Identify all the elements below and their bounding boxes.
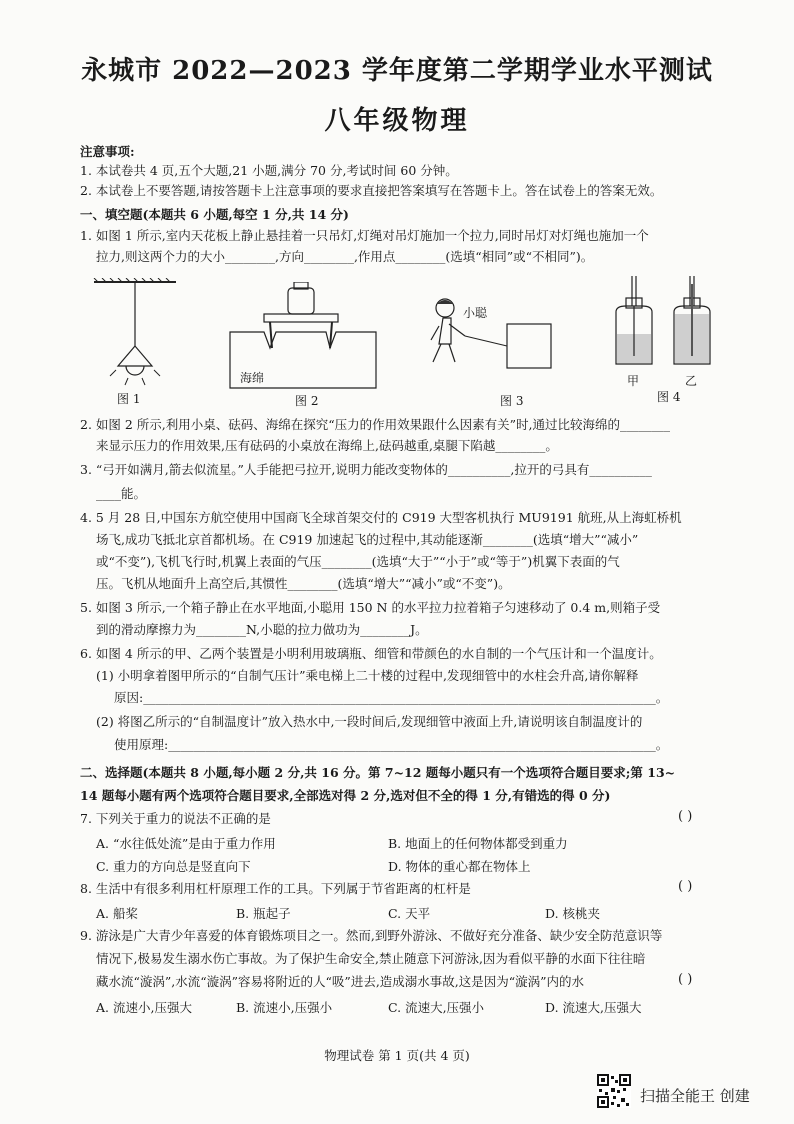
figure-2-caption: 图 2 (295, 394, 319, 408)
q8-option-a: A. 船桨 (96, 906, 138, 921)
q3-line-1: 3. “弓开如满月,箭去似流星。”人手能把弓拉开,说明力能改变物体的__________,拉开的弓具有__________ (80, 462, 652, 477)
q5-line-1: 5. 如图 3 所示,一个箱子静止在水平地面,小聪用 150 N 的水平拉力拉着箱子匀速移动了 0.4 m,则箱子受 (80, 600, 661, 615)
q2-line-1: 2. 如图 2 所示,利用小桌、砝码、海绵在探究“压力的作用效果跟什么因素有关”时,通过比较海绵的________ (80, 417, 671, 432)
q7-answer-paren: ( ) (678, 809, 693, 824)
figure-4-yi-label: 乙 (685, 374, 698, 388)
q6-line-4: (2) 将图乙所示的“自制温度计”放入热水中,一段时间后,发现细管中液面上升,请说明该自制温度计的 (96, 714, 643, 729)
qr-code-icon (597, 1074, 631, 1108)
figure-3-xiaocong-label: 小聪 (463, 306, 488, 320)
q2-line-2: 来显示压力的作用效果,压有砝码的小桌放在海绵上,砝码越重,桌腿下陷越________。 (96, 438, 558, 453)
q9-line-3: 藏水流“漩涡”,水流“漩涡”容易将附近的人“吸”进去,造成溺水事故,这是因为“漩涡”内的水 (96, 974, 585, 989)
q8-option-d: D. 核桃夹 (545, 906, 601, 921)
q9-option-d: D. 流速大,压强大 (545, 1000, 642, 1015)
q4-line-4: 压。飞机从地面升上高空后,其惯性________(选填“增大”“减小”或“不变”)。 (96, 576, 511, 591)
q9-line-1: 9. 游泳是广大青少年喜爱的体育锻炼项目之一。然而,到野外游泳、不做好充分准备、缺少安全防范意识等 (80, 928, 663, 943)
section2-heading-1: 二、选择题(本题共 8 小题,每小题 2 分,共 16 分。第 7~12 题每小题只有一个选项符合题目要求;第 13~ (80, 765, 676, 780)
q7-option-b: B. 地面上的任何物体都受到重力 (388, 836, 568, 851)
q5-line-2: 到的滑动摩擦力为________N,小聪的拉力做功为________J。 (96, 622, 428, 637)
scanner-watermark: 扫描全能王 创建 (640, 1087, 750, 1105)
q7-option-d: D. 物体的重心都在物体上 (388, 859, 531, 874)
figure-2-sponge-label: 海绵 (240, 371, 265, 385)
q3-line-2: ____能。 (96, 486, 147, 501)
notice-heading: 注意事项: (80, 144, 135, 159)
page-footer: 物理试卷 第 1 页(共 4 页) (324, 1048, 470, 1063)
q7-option-a: A. “水往低处流”是由于重力作用 (96, 836, 276, 851)
section2-heading-2: 14 题每小题有两个选项符合题目要求,全部选对得 2 分,选对但不全的得 1 分,有错选的得 0 分) (80, 788, 611, 803)
figure-1-caption: 图 1 (117, 392, 141, 406)
q6-line-5: 使用原理:______________________________________________________________________________。 (114, 737, 669, 752)
q9-option-a: A. 流速小,压强大 (96, 1000, 192, 1015)
q9-option-b: B. 流速小,压强小 (236, 1000, 333, 1015)
figure-4-jia-label: 甲 (627, 374, 640, 388)
q8-answer-paren: ( ) (678, 879, 693, 894)
q1-line-2: 拉力,则这两个力的大小________,方向________,作用点________(选填“相同”或“不相同”)。 (96, 249, 594, 264)
figure-3-pulling-box (425, 296, 565, 386)
q8-option-b: B. 瓶起子 (236, 906, 291, 921)
q1-line-1: 1. 如图 1 所示,室内天花板上静止悬挂着一只吊灯,灯绳对吊灯施加一个拉力,同时吊灯对灯绳也施加一个 (80, 228, 649, 243)
q6-line-3: 原因:__________________________________________________________________________________。 (114, 690, 669, 705)
figure-1-lamp (90, 278, 180, 388)
figure-4-bottles (610, 276, 720, 368)
q9-line-2: 情况下,极易发生溺水伤亡事故。为了保护生命安全,禁止随意下河游泳,因为看似平静的水面下往往暗 (96, 951, 646, 966)
q7-stem: 7. 下列关于重力的说法不正确的是 (80, 811, 271, 826)
q4-line-3: 或“不变”),飞机飞行时,机翼上表面的气压________(选填“大于”“小于”或“等于”)机翼下表面的气 (96, 554, 620, 569)
section1-heading: 一、填空题(本题共 6 小题,每空 1 分,共 14 分) (80, 207, 349, 222)
notice-item-1: 1. 本试卷共 4 页,五个大题,21 小题,满分 70 分,考试时间 60 分钟。 (80, 163, 458, 178)
exam-subtitle: 八年级物理 (324, 106, 470, 136)
exam-title: 永城市 2022—2023 学年度第二学期学业水平测试 (81, 56, 713, 86)
q4-line-2: 场飞,成功飞抵北京首都机场。在 C919 加速起飞的过程中,其动能逐渐________(选填“增大”“减小” (96, 532, 639, 547)
figure-3-caption: 图 3 (500, 394, 524, 408)
q6-line-2: (1) 小明拿着图甲所示的“自制气压计”乘电梯上二十楼的过程中,发现细管中的水柱会升高,请你解释 (96, 668, 639, 683)
q4-line-1: 4. 5 月 28 日,中国东方航空使用中国商飞全球首架交付的 C919 大型客机执行 MU9191 航班,从上海虹桥机 (80, 510, 682, 525)
notice-item-2: 2. 本试卷上不要答题,请按答题卡上注意事项的要求直接把答案填写在答题卡上。答在试卷上的答案无效。 (80, 183, 663, 198)
q7-option-c: C. 重力的方向总是竖直向下 (96, 859, 251, 874)
figure-4-caption: 图 4 (657, 390, 681, 404)
q6-line-1: 6. 如图 4 所示的甲、乙两个装置是小明利用玻璃瓶、细管和带颜色的水自制的一个气压计和一个温度计。 (80, 646, 662, 661)
q8-option-c: C. 天平 (388, 906, 431, 921)
q8-stem: 8. 生活中有很多利用杠杆原理工作的工具。下列属于节省距离的杠杆是 (80, 881, 471, 896)
q9-option-c: C. 流速大,压强小 (388, 1000, 485, 1015)
q9-answer-paren: ( ) (678, 972, 693, 987)
